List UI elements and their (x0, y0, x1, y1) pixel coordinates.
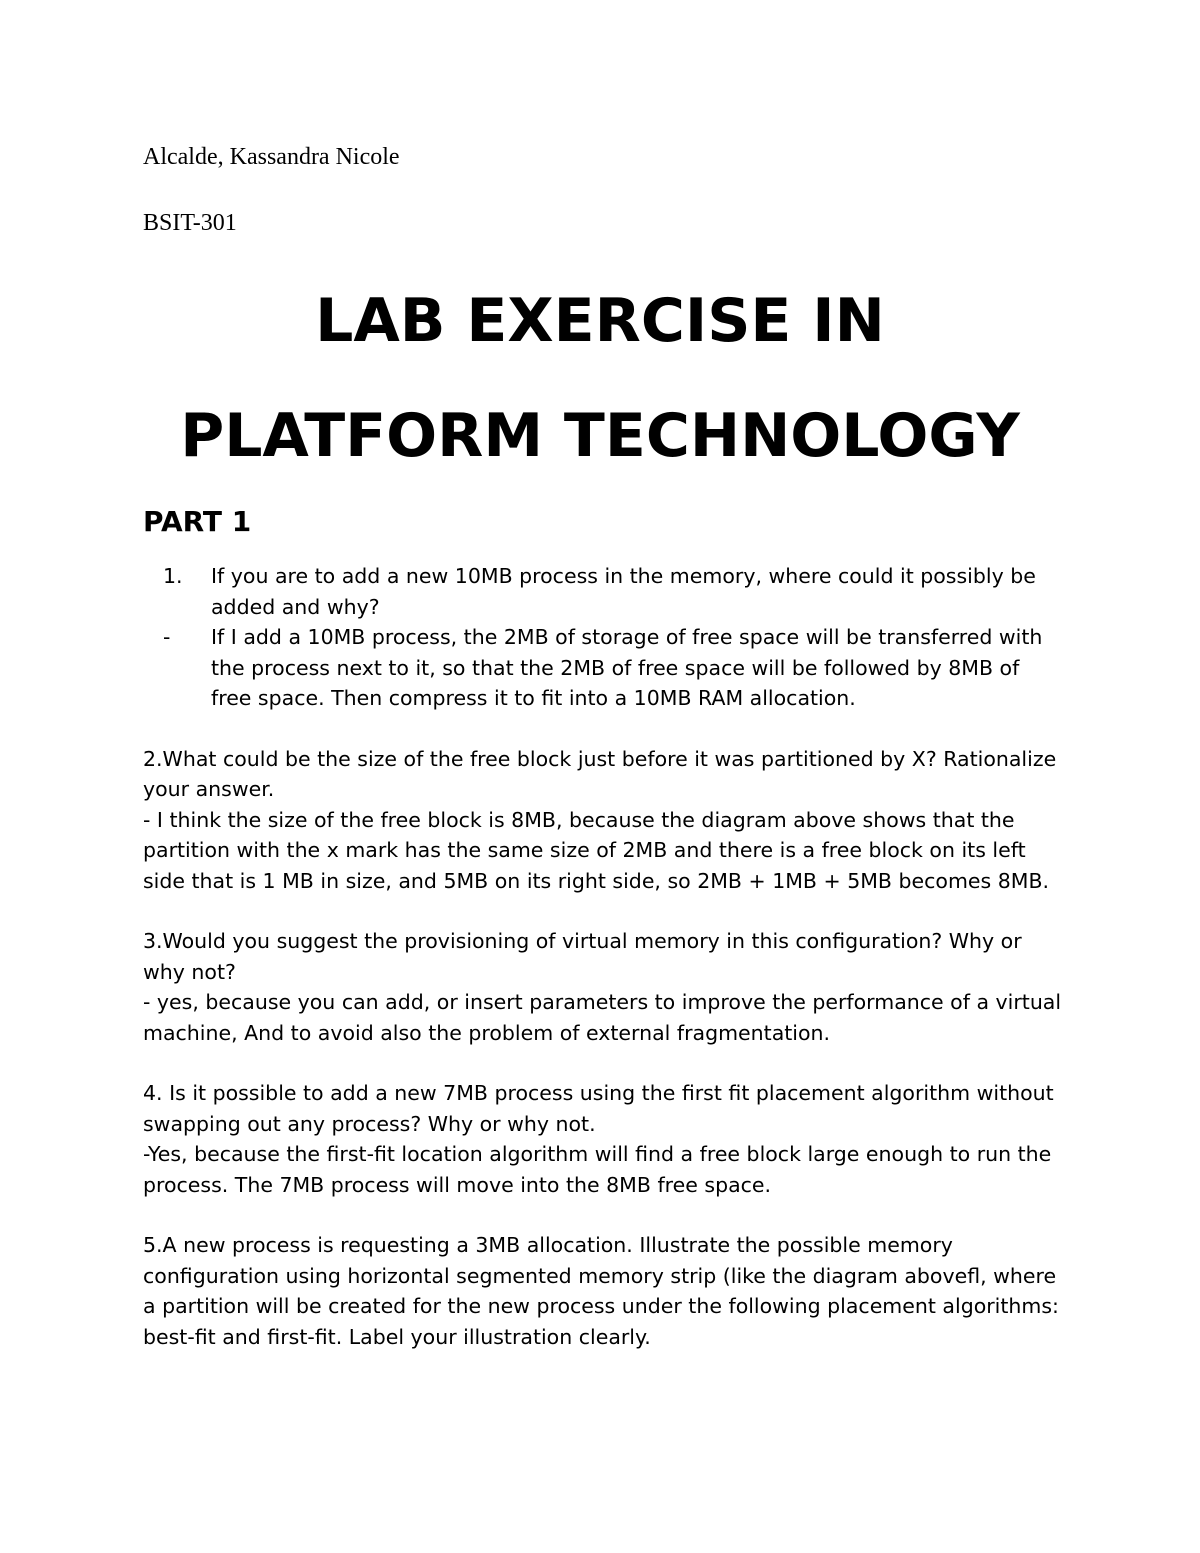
question-1-text: If you are to add a new 10MB process in the memory, where could it possibly be added and why? (211, 564, 1036, 619)
document-title-line2: PLATFORM TECHNOLOGY (180, 401, 1020, 471)
author-name: Alcalde, Kassandra Nicole (143, 144, 400, 170)
answer-1 (143, 622, 1063, 714)
answer-4-text: -Yes, because the first-fit location algorithm will find a free block large enough to run the process. The 7MB process will move into the 8MB free space. (143, 1142, 1052, 1197)
question-3-text: 3.Would you suggest the provisioning of virtual memory in this configuration? Why or why not? (143, 929, 1022, 984)
questions-body (143, 561, 1063, 1352)
answer-1-text: If I add a 10MB process, the 2MB of storage of free space will be transferred with the process next to it, so that the 2MB of free space will be followed by 8MB of free space. Then compress it to fit into a 10MB RAM allocation. (211, 625, 1043, 710)
class-section: BSIT-301 (143, 210, 237, 236)
document-title-line1: LAB EXERCISE IN (315, 286, 885, 356)
part-heading: PART 1 (143, 505, 252, 538)
answer-2-text: - I think the size of the free block is 8MB, because the diagram above shows that the partition with the x mark has the same size of 2MB and there is a free block on its left side that is 1 MB in size, and 5MB on its right side, so 2MB + 1MB + 5MB becomes 8MB. (143, 807, 1050, 893)
question-4-text: 4. Is it possible to add a new 7MB process using the first fit placement algorithm without swapping out any process? Why or why not. (143, 1081, 1054, 1136)
question-1-number: 1. (163, 564, 183, 588)
answer-1-dash: - (163, 625, 171, 649)
question-5-text: 5.A new process is requesting a 3MB allocation. Illustrate the possible memory configuration using horizontal segmented memory strip (like the diagram abovefl, where a partition will be created for the new process under the following placement algorithms: best-fit and first-fit. Label your illustration clearly. (143, 1233, 1059, 1349)
answer-3-text: - yes, because you can add, or insert parameters to improve the performance of a virtual machine, And to avoid also the problem of external fragmentation. (143, 990, 1062, 1045)
question-1 (143, 561, 1063, 622)
question-2-text: 2.What could be the size of the free block just before it was partitioned by X? Rationalize your answer. (143, 746, 1057, 801)
